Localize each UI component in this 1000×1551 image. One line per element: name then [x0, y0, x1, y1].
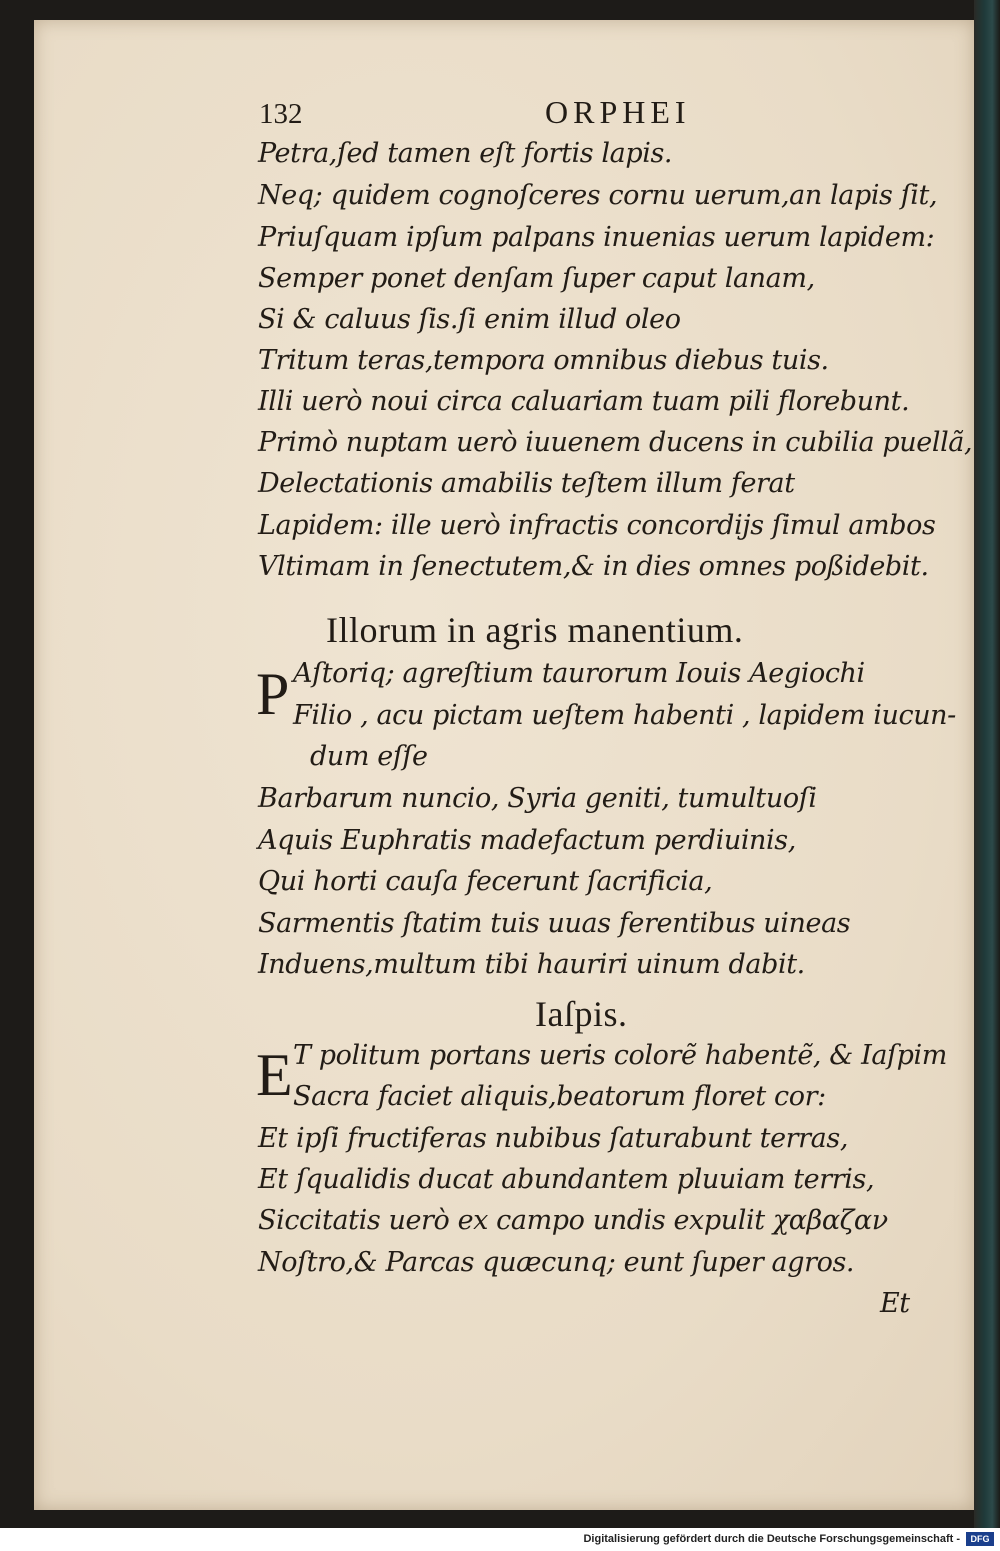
- verse-line: Primò nuptam uerò iuuenem ducens in cubilia puellã,: [258, 427, 973, 458]
- footer-credit: Digitalisierung gefördert durch die Deutsche Forschungsgemeinschaft -: [583, 1533, 960, 1545]
- verse-line: Induens,multum tibi hauriri uinum dabit.: [258, 949, 805, 980]
- verse-line: dum eſſe: [310, 741, 428, 772]
- verse-line: Semper ponet denſam ſuper caput lanam,: [258, 263, 815, 294]
- verse-line: Petra,ſed tamen eſt fortis lapis.: [258, 138, 673, 169]
- verse-line: Et ſqualidis ducat abundantem pluuiam terris,: [258, 1164, 875, 1195]
- verse-line: Priuſquam ipſum palpans inuenias uerum lapidem:: [258, 222, 935, 253]
- drop-cap: P: [256, 661, 290, 727]
- verse-line: Vltimam in ſenectutem,& in dies omnes poßidebit.: [258, 551, 929, 582]
- verse-line: Lapidem: ille uerò infractis concordijs ſimul ambos: [258, 510, 936, 541]
- drop-cap: E: [256, 1042, 293, 1108]
- verse-line: Delectationis amabilis teſtem illum ferat: [258, 468, 795, 499]
- running-head: ORPHEI: [545, 94, 691, 130]
- verse-line: Noſtro,& Parcas quæcunq; eunt ſuper agros.: [258, 1247, 855, 1278]
- verse-line: Et ipſi fructiferas nubibus ſaturabunt terras,: [258, 1123, 848, 1154]
- verse-line: T politum portans ueris colorẽ habentẽ, & Iaſpim: [293, 1040, 947, 1071]
- section-title: Illorum in agris manentium.: [326, 610, 744, 650]
- verse-line: Illi uerò noui circa caluariam tuam pili florebunt.: [258, 386, 910, 417]
- verse-line: Si & caluus ſis.ſi enim illud oleo: [258, 304, 681, 335]
- verse-line: Qui horti cauſa fecerunt ſacrificia,: [258, 866, 713, 897]
- digitization-footer: [0, 1528, 1000, 1551]
- verse-line: Tritum teras,tempora omnibus diebus tuis.: [258, 345, 829, 376]
- verse-line: Sacra faciet aliquis,beatorum floret cor:: [293, 1081, 826, 1112]
- verse-line: Filio , acu pictam ueſtem habenti , lapidem iucun-: [293, 700, 956, 731]
- verse-line: Aſtoriq; agreſtium taurorum Iouis Aegiochi: [293, 658, 865, 689]
- verse-line: Sarmentis ſtatim tuis uuas ferentibus uineas: [258, 908, 851, 939]
- catchword: Et: [880, 1288, 910, 1319]
- verse-line: Neq; quidem cognoſceres cornu uerum,an lapis ſit,: [258, 180, 938, 211]
- page-number: 132: [259, 98, 303, 130]
- verse-line: Siccitatis uerò ex campo undis expulit χαβαζαν: [258, 1205, 888, 1236]
- dfg-logo: DFG: [966, 1532, 994, 1546]
- verse-line: Barbarum nuncio, Syria geniti, tumultuoſi: [258, 783, 817, 814]
- verse-line: Aquis Euphratis madefactum perdiuinis,: [258, 825, 796, 856]
- section-title: Iaſpis.: [535, 994, 628, 1034]
